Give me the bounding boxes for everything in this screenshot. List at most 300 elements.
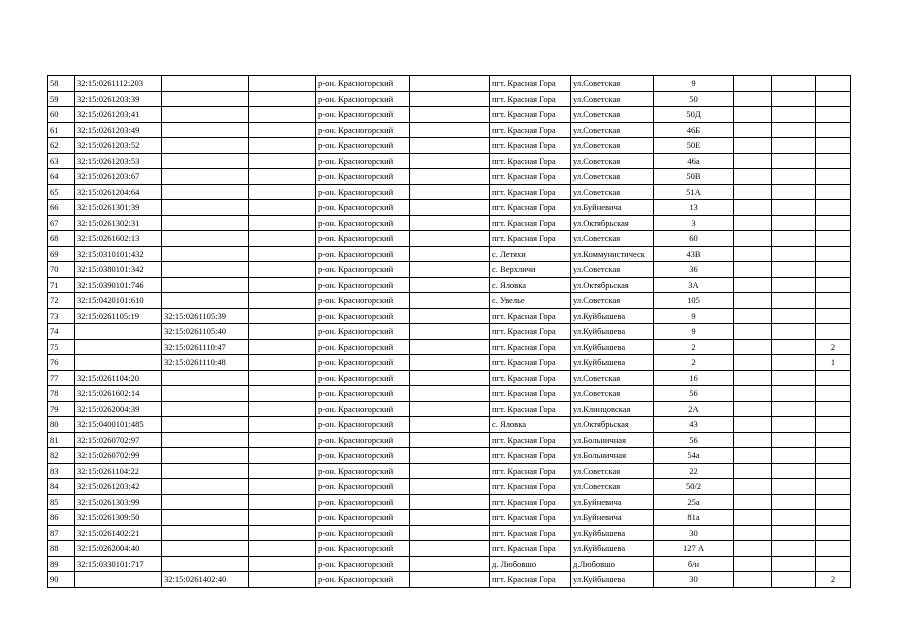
empty-col-4-cell bbox=[249, 153, 316, 169]
extra-count-cell bbox=[816, 262, 851, 278]
locality-cell: пгт. Красная Гора bbox=[490, 231, 571, 247]
house-number-cell: 30 bbox=[654, 525, 734, 541]
empty-col-10-cell bbox=[734, 479, 772, 495]
street-cell: ул.Советская bbox=[571, 479, 654, 495]
extra-count-cell bbox=[816, 525, 851, 541]
cadastral-number-cell: 32:15:0261402:21 bbox=[75, 525, 162, 541]
street-cell: ул.Куйбышева bbox=[571, 541, 654, 557]
empty-col-4-cell bbox=[249, 386, 316, 402]
street-cell: ул.Октябрьская bbox=[571, 277, 654, 293]
street-cell: ул.Советская bbox=[571, 293, 654, 309]
cadastral-number-cell bbox=[75, 339, 162, 355]
empty-col-11-cell bbox=[772, 324, 816, 340]
empty-col-10-cell bbox=[734, 246, 772, 262]
table-row bbox=[48, 246, 851, 262]
street-cell: ул.Клинцовская bbox=[571, 401, 654, 417]
empty-col-10-cell bbox=[734, 184, 772, 200]
table-row bbox=[48, 200, 851, 216]
empty-col-6-cell bbox=[410, 246, 490, 262]
cadastral-number-cell: 32:15:0261203:41 bbox=[75, 107, 162, 123]
row-number-cell: 88 bbox=[48, 541, 75, 557]
locality-cell: с. Увелье bbox=[490, 293, 571, 309]
extra-count-cell bbox=[816, 246, 851, 262]
sub-cadastral-number-cell bbox=[162, 401, 249, 417]
empty-col-4-cell bbox=[249, 448, 316, 464]
empty-col-4-cell bbox=[249, 510, 316, 526]
cadastral-number-cell: 32:15:0390101:746 bbox=[75, 277, 162, 293]
empty-col-6-cell bbox=[410, 556, 490, 572]
row-number-cell: 64 bbox=[48, 169, 75, 185]
empty-col-4-cell bbox=[249, 401, 316, 417]
empty-col-6-cell bbox=[410, 432, 490, 448]
extra-count-cell bbox=[816, 184, 851, 200]
cadastral-number-cell: 32:15:0261104:20 bbox=[75, 370, 162, 386]
street-cell: ул.Советская bbox=[571, 138, 654, 154]
empty-col-11-cell bbox=[772, 448, 816, 464]
extra-count-cell: 1 bbox=[816, 355, 851, 371]
row-number-cell: 76 bbox=[48, 355, 75, 371]
house-number-cell: 30 bbox=[654, 572, 734, 588]
district-cell: р-он. Красногорский bbox=[316, 401, 410, 417]
street-cell: ул.Советская bbox=[571, 107, 654, 123]
street-cell: ул.Куйбышева bbox=[571, 308, 654, 324]
empty-col-4-cell bbox=[249, 169, 316, 185]
table-row bbox=[48, 277, 851, 293]
table-row bbox=[48, 308, 851, 324]
row-number-cell: 66 bbox=[48, 200, 75, 216]
district-cell: р-он. Красногорский bbox=[316, 479, 410, 495]
row-number-cell: 71 bbox=[48, 277, 75, 293]
empty-col-10-cell bbox=[734, 525, 772, 541]
empty-col-6-cell bbox=[410, 370, 490, 386]
house-number-cell: 81а bbox=[654, 510, 734, 526]
table-row bbox=[48, 494, 851, 510]
cadastral-number-cell: 32:15:0261104:22 bbox=[75, 463, 162, 479]
table-row bbox=[48, 324, 851, 340]
extra-count-cell bbox=[816, 231, 851, 247]
empty-col-6-cell bbox=[410, 308, 490, 324]
empty-col-10-cell bbox=[734, 107, 772, 123]
table-row bbox=[48, 386, 851, 402]
district-cell: р-он. Красногорский bbox=[316, 572, 410, 588]
house-number-cell: 3 bbox=[654, 215, 734, 231]
row-number-cell: 63 bbox=[48, 153, 75, 169]
district-cell: р-он. Красногорский bbox=[316, 339, 410, 355]
row-number-cell: 69 bbox=[48, 246, 75, 262]
cadastral-number-cell bbox=[75, 572, 162, 588]
locality-cell: пгт. Красная Гора bbox=[490, 339, 571, 355]
empty-col-10-cell bbox=[734, 432, 772, 448]
row-number-cell: 79 bbox=[48, 401, 75, 417]
cadastral-number-cell: 32:15:0261203:53 bbox=[75, 153, 162, 169]
house-number-cell: 56 bbox=[654, 386, 734, 402]
empty-col-6-cell bbox=[410, 324, 490, 340]
empty-col-10-cell bbox=[734, 91, 772, 107]
sub-cadastral-number-cell: 32:15:0261105:39 bbox=[162, 308, 249, 324]
locality-cell: пгт. Красная Гора bbox=[490, 463, 571, 479]
district-cell: р-он. Красногорский bbox=[316, 215, 410, 231]
sub-cadastral-number-cell bbox=[162, 525, 249, 541]
extra-count-cell bbox=[816, 91, 851, 107]
district-cell: р-он. Красногорский bbox=[316, 494, 410, 510]
locality-cell: пгт. Красная Гора bbox=[490, 401, 571, 417]
extra-count-cell bbox=[816, 510, 851, 526]
empty-col-11-cell bbox=[772, 184, 816, 200]
empty-col-6-cell bbox=[410, 386, 490, 402]
empty-col-10-cell bbox=[734, 386, 772, 402]
locality-cell: пгт. Красная Гора bbox=[490, 432, 571, 448]
row-number-cell: 74 bbox=[48, 324, 75, 340]
street-cell: ул.Советская bbox=[571, 169, 654, 185]
empty-col-6-cell bbox=[410, 277, 490, 293]
table-row bbox=[48, 293, 851, 309]
empty-col-10-cell bbox=[734, 200, 772, 216]
house-number-cell: 46Б bbox=[654, 122, 734, 138]
table-row bbox=[48, 262, 851, 278]
empty-col-6-cell bbox=[410, 525, 490, 541]
empty-col-11-cell bbox=[772, 510, 816, 526]
locality-cell: пгт. Красная Гора bbox=[490, 355, 571, 371]
house-number-cell: 13 bbox=[654, 200, 734, 216]
extra-count-cell bbox=[816, 122, 851, 138]
cadastral-number-cell: 32:15:0261309:50 bbox=[75, 510, 162, 526]
empty-col-11-cell bbox=[772, 231, 816, 247]
locality-cell: с. Яловка bbox=[490, 417, 571, 433]
cadastral-number-cell: 32:15:0330101:717 bbox=[75, 556, 162, 572]
empty-col-10-cell bbox=[734, 339, 772, 355]
row-number-cell: 72 bbox=[48, 293, 75, 309]
row-number-cell: 62 bbox=[48, 138, 75, 154]
extra-count-cell bbox=[816, 138, 851, 154]
empty-col-11-cell bbox=[772, 215, 816, 231]
house-number-cell: 105 bbox=[654, 293, 734, 309]
empty-col-6-cell bbox=[410, 355, 490, 371]
sub-cadastral-number-cell bbox=[162, 231, 249, 247]
district-cell: р-он. Красногорский bbox=[316, 91, 410, 107]
locality-cell: пгт. Красная Гора bbox=[490, 494, 571, 510]
empty-col-10-cell bbox=[734, 355, 772, 371]
empty-col-11-cell bbox=[772, 339, 816, 355]
row-number-cell: 75 bbox=[48, 339, 75, 355]
empty-col-4-cell bbox=[249, 417, 316, 433]
empty-col-11-cell bbox=[772, 386, 816, 402]
cadastral-number-cell: 32:15:0262004:40 bbox=[75, 541, 162, 557]
cadastral-number-cell: 32:15:0261203:49 bbox=[75, 122, 162, 138]
locality-cell: пгт. Красная Гора bbox=[490, 169, 571, 185]
empty-col-6-cell bbox=[410, 262, 490, 278]
empty-col-6-cell bbox=[410, 215, 490, 231]
extra-count-cell bbox=[816, 169, 851, 185]
empty-col-4-cell bbox=[249, 184, 316, 200]
empty-col-10-cell bbox=[734, 138, 772, 154]
sub-cadastral-number-cell: 32:15:0261110:47 bbox=[162, 339, 249, 355]
empty-col-11-cell bbox=[772, 122, 816, 138]
house-number-cell: 50 bbox=[654, 91, 734, 107]
empty-col-6-cell bbox=[410, 510, 490, 526]
table-row bbox=[48, 138, 851, 154]
table-row bbox=[48, 215, 851, 231]
sub-cadastral-number-cell bbox=[162, 541, 249, 557]
empty-col-4-cell bbox=[249, 200, 316, 216]
table-row bbox=[48, 556, 851, 572]
sub-cadastral-number-cell bbox=[162, 76, 249, 92]
row-number-cell: 68 bbox=[48, 231, 75, 247]
empty-col-6-cell bbox=[410, 76, 490, 92]
empty-col-4-cell bbox=[249, 432, 316, 448]
locality-cell: пгт. Красная Гора bbox=[490, 572, 571, 588]
extra-count-cell: 2 bbox=[816, 572, 851, 588]
district-cell: р-он. Красногорский bbox=[316, 122, 410, 138]
sub-cadastral-number-cell: 32:15:0261110:48 bbox=[162, 355, 249, 371]
empty-col-6-cell bbox=[410, 231, 490, 247]
empty-col-6-cell bbox=[410, 169, 490, 185]
extra-count-cell bbox=[816, 200, 851, 216]
district-cell: р-он. Красногорский bbox=[316, 169, 410, 185]
extra-count-cell bbox=[816, 215, 851, 231]
district-cell: р-он. Красногорский bbox=[316, 556, 410, 572]
empty-col-4-cell bbox=[249, 107, 316, 123]
empty-col-4-cell bbox=[249, 76, 316, 92]
table-row bbox=[48, 76, 851, 92]
table-row bbox=[48, 169, 851, 185]
locality-cell: с. Летяхи bbox=[490, 246, 571, 262]
street-cell: ул.Буйневича bbox=[571, 494, 654, 510]
locality-cell: пгт. Красная Гора bbox=[490, 541, 571, 557]
row-number-cell: 85 bbox=[48, 494, 75, 510]
empty-col-11-cell bbox=[772, 153, 816, 169]
empty-col-6-cell bbox=[410, 479, 490, 495]
row-number-cell: 78 bbox=[48, 386, 75, 402]
row-number-cell: 65 bbox=[48, 184, 75, 200]
table-row bbox=[48, 463, 851, 479]
locality-cell: пгт. Красная Гора bbox=[490, 184, 571, 200]
sub-cadastral-number-cell bbox=[162, 107, 249, 123]
empty-col-10-cell bbox=[734, 76, 772, 92]
table-row bbox=[48, 572, 851, 588]
locality-cell: пгт. Красная Гора bbox=[490, 91, 571, 107]
empty-col-6-cell bbox=[410, 417, 490, 433]
locality-cell: пгт. Красная Гора bbox=[490, 138, 571, 154]
empty-col-4-cell bbox=[249, 246, 316, 262]
sub-cadastral-number-cell: 32:15:0261402:40 bbox=[162, 572, 249, 588]
extra-count-cell bbox=[816, 370, 851, 386]
empty-col-6-cell bbox=[410, 494, 490, 510]
district-cell: р-он. Красногорский bbox=[316, 386, 410, 402]
empty-col-11-cell bbox=[772, 293, 816, 309]
empty-col-11-cell bbox=[772, 525, 816, 541]
table-row bbox=[48, 417, 851, 433]
table-row bbox=[48, 479, 851, 495]
house-number-cell: 43В bbox=[654, 246, 734, 262]
empty-col-11-cell bbox=[772, 417, 816, 433]
house-number-cell: 9 bbox=[654, 324, 734, 340]
empty-col-4-cell bbox=[249, 231, 316, 247]
table-row bbox=[48, 541, 851, 557]
house-number-cell: 25а bbox=[654, 494, 734, 510]
locality-cell: д. Любовшо bbox=[490, 556, 571, 572]
cadastral-number-cell: 32:15:0261602:13 bbox=[75, 231, 162, 247]
cadastral-number-cell: 32:15:0261602:14 bbox=[75, 386, 162, 402]
empty-col-4-cell bbox=[249, 308, 316, 324]
sub-cadastral-number-cell bbox=[162, 293, 249, 309]
empty-col-4-cell bbox=[249, 339, 316, 355]
street-cell: ул.Больничная bbox=[571, 432, 654, 448]
empty-col-10-cell bbox=[734, 417, 772, 433]
cadastral-number-cell: 32:15:0261301:39 bbox=[75, 200, 162, 216]
street-cell: ул.Советская bbox=[571, 122, 654, 138]
house-number-cell: 9 bbox=[654, 76, 734, 92]
empty-col-6-cell bbox=[410, 448, 490, 464]
empty-col-11-cell bbox=[772, 91, 816, 107]
table-row bbox=[48, 432, 851, 448]
empty-col-4-cell bbox=[249, 479, 316, 495]
street-cell: ул.Куйбышева bbox=[571, 525, 654, 541]
street-cell: ул.Куйбышева bbox=[571, 355, 654, 371]
district-cell: р-он. Красногорский bbox=[316, 246, 410, 262]
district-cell: р-он. Красногорский bbox=[316, 432, 410, 448]
cadastral-number-cell: 32:15:0380101:342 bbox=[75, 262, 162, 278]
cadastral-number-cell: 32:15:0261203:42 bbox=[75, 479, 162, 495]
extra-count-cell bbox=[816, 463, 851, 479]
sub-cadastral-number-cell bbox=[162, 215, 249, 231]
empty-col-11-cell bbox=[772, 494, 816, 510]
empty-col-10-cell bbox=[734, 324, 772, 340]
district-cell: р-он. Красногорский bbox=[316, 200, 410, 216]
district-cell: р-он. Красногорский bbox=[316, 370, 410, 386]
street-cell: ул.Советская bbox=[571, 91, 654, 107]
empty-col-6-cell bbox=[410, 401, 490, 417]
empty-col-11-cell bbox=[772, 277, 816, 293]
house-number-cell: 22 bbox=[654, 463, 734, 479]
street-cell: ул.Советская bbox=[571, 231, 654, 247]
empty-col-6-cell bbox=[410, 541, 490, 557]
cadastral-number-cell: 32:15:0420101:610 bbox=[75, 293, 162, 309]
locality-cell: пгт. Красная Гора bbox=[490, 215, 571, 231]
empty-col-10-cell bbox=[734, 293, 772, 309]
district-cell: р-он. Красногорский bbox=[316, 541, 410, 557]
empty-col-11-cell bbox=[772, 169, 816, 185]
locality-cell: с. Верхличи bbox=[490, 262, 571, 278]
empty-col-10-cell bbox=[734, 510, 772, 526]
sub-cadastral-number-cell bbox=[162, 246, 249, 262]
table-row bbox=[48, 510, 851, 526]
district-cell: р-он. Красногорский bbox=[316, 138, 410, 154]
cadastral-number-cell: 32:15:0261105:19 bbox=[75, 308, 162, 324]
empty-col-6-cell bbox=[410, 122, 490, 138]
extra-count-cell bbox=[816, 556, 851, 572]
district-cell: р-он. Красногорский bbox=[316, 463, 410, 479]
empty-col-11-cell bbox=[772, 355, 816, 371]
empty-col-10-cell bbox=[734, 231, 772, 247]
locality-cell: пгт. Красная Гора bbox=[490, 153, 571, 169]
district-cell: р-он. Красногорский bbox=[316, 525, 410, 541]
table-row bbox=[48, 401, 851, 417]
empty-col-6-cell bbox=[410, 91, 490, 107]
street-cell: ул.Советская bbox=[571, 386, 654, 402]
table-row bbox=[48, 355, 851, 371]
empty-col-6-cell bbox=[410, 293, 490, 309]
house-number-cell: 50Е bbox=[654, 138, 734, 154]
empty-col-11-cell bbox=[772, 308, 816, 324]
row-number-cell: 59 bbox=[48, 91, 75, 107]
extra-count-cell bbox=[816, 277, 851, 293]
sub-cadastral-number-cell bbox=[162, 169, 249, 185]
empty-col-11-cell bbox=[772, 463, 816, 479]
locality-cell: пгт. Красная Гора bbox=[490, 122, 571, 138]
table-row bbox=[48, 153, 851, 169]
empty-col-4-cell bbox=[249, 370, 316, 386]
locality-cell: пгт. Красная Гора bbox=[490, 525, 571, 541]
empty-col-6-cell bbox=[410, 138, 490, 154]
district-cell: р-он. Красногорский bbox=[316, 510, 410, 526]
extra-count-cell bbox=[816, 153, 851, 169]
row-number-cell: 82 bbox=[48, 448, 75, 464]
sub-cadastral-number-cell bbox=[162, 262, 249, 278]
house-number-cell: 50/2 bbox=[654, 479, 734, 495]
empty-col-10-cell bbox=[734, 169, 772, 185]
empty-col-11-cell bbox=[772, 76, 816, 92]
extra-count-cell bbox=[816, 76, 851, 92]
empty-col-10-cell bbox=[734, 370, 772, 386]
extra-count-cell bbox=[816, 432, 851, 448]
locality-cell: пгт. Красная Гора bbox=[490, 76, 571, 92]
table-row bbox=[48, 122, 851, 138]
empty-col-11-cell bbox=[772, 556, 816, 572]
empty-col-10-cell bbox=[734, 572, 772, 588]
street-cell: ул.Советская bbox=[571, 370, 654, 386]
cadastral-number-cell: 32:15:0261112:203 bbox=[75, 76, 162, 92]
street-cell: ул.Куйбышева bbox=[571, 572, 654, 588]
empty-col-11-cell bbox=[772, 572, 816, 588]
sub-cadastral-number-cell bbox=[162, 91, 249, 107]
empty-col-10-cell bbox=[734, 556, 772, 572]
empty-col-4-cell bbox=[249, 277, 316, 293]
house-number-cell: 9 bbox=[654, 308, 734, 324]
sub-cadastral-number-cell bbox=[162, 200, 249, 216]
sub-cadastral-number-cell bbox=[162, 386, 249, 402]
sub-cadastral-number-cell bbox=[162, 417, 249, 433]
row-number-cell: 70 bbox=[48, 262, 75, 278]
row-number-cell: 67 bbox=[48, 215, 75, 231]
empty-col-10-cell bbox=[734, 122, 772, 138]
row-number-cell: 90 bbox=[48, 572, 75, 588]
extra-count-cell bbox=[816, 494, 851, 510]
table-row bbox=[48, 370, 851, 386]
district-cell: р-он. Красногорский bbox=[316, 262, 410, 278]
locality-cell: пгт. Красная Гора bbox=[490, 479, 571, 495]
extra-count-cell bbox=[816, 324, 851, 340]
empty-col-10-cell bbox=[734, 153, 772, 169]
empty-col-4-cell bbox=[249, 293, 316, 309]
locality-cell: пгт. Красная Гора bbox=[490, 386, 571, 402]
empty-col-6-cell bbox=[410, 184, 490, 200]
empty-col-4-cell bbox=[249, 138, 316, 154]
district-cell: р-он. Красногорский bbox=[316, 107, 410, 123]
house-number-cell: 36 bbox=[654, 262, 734, 278]
district-cell: р-он. Красногорский bbox=[316, 184, 410, 200]
empty-col-10-cell bbox=[734, 277, 772, 293]
district-cell: р-он. Красногорский bbox=[316, 277, 410, 293]
street-cell: ул.Советская bbox=[571, 184, 654, 200]
house-number-cell: 16 bbox=[654, 370, 734, 386]
extra-count-cell bbox=[816, 417, 851, 433]
street-cell: д.Любовшо bbox=[571, 556, 654, 572]
house-number-cell: 2А bbox=[654, 401, 734, 417]
empty-col-4-cell bbox=[249, 324, 316, 340]
extra-count-cell bbox=[816, 541, 851, 557]
cadastral-number-cell: 32:15:0261203:67 bbox=[75, 169, 162, 185]
table-row bbox=[48, 107, 851, 123]
